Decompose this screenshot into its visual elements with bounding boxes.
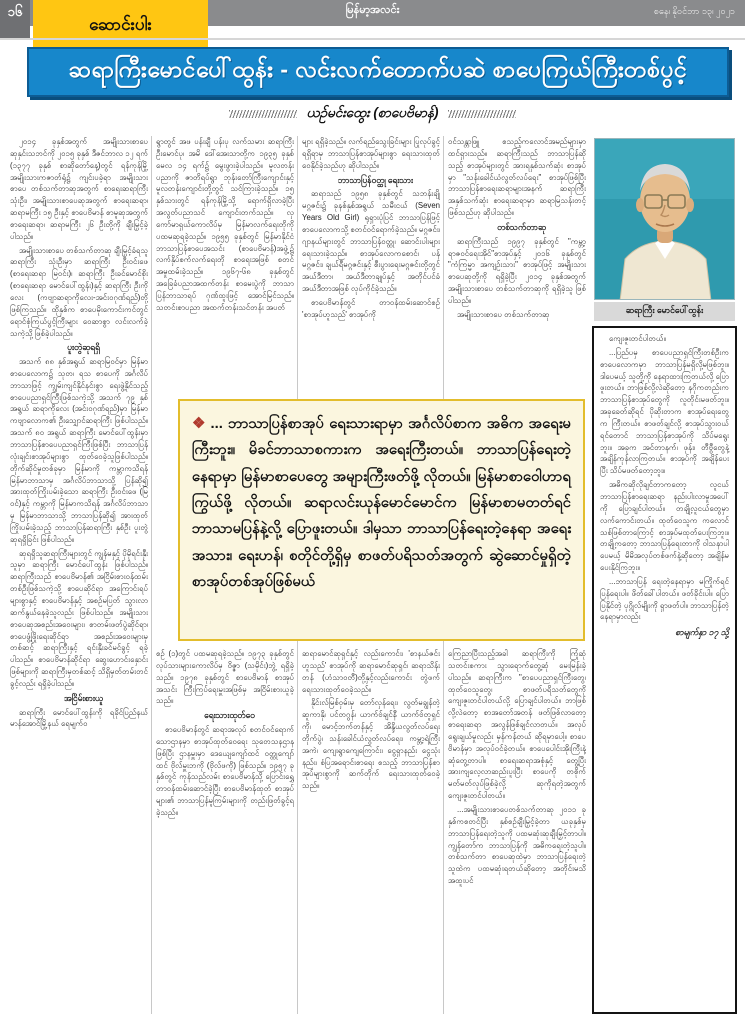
paragraph: နိုင်းလ်မြစ်ဝှမ်းမှ တော်လှန်ရေး၊ လွတ်မချွန်တဲ့ဆူကာနို၊ ပင်တဂွန်၊ ယာက်ဗ်ချင်နီ ယာက်ဗ်တူရှင်ကို၊ မောင့်ဘက်တန်နှင့် အိန္ဒိယလွတ်လပ်ရေးတိုက်ပွဲ၊ သန်းခေါင်ယံလွတ်လပ်ရေး၊ ကမ္ဘာ့ရဲ့ကြီးအကဲ၊ ကျေးရွာကျေကြောင်း၊ ငွေရှာနည်း ငွေသုံးနည်း၊ စံပြအရောင်းစာရေး စသည့် ဘာသာပြန်စာအုပ်များစွာကို ဆက်တိုက် ရေးသားထုတ်ဝေခဲ့သည်။ [302, 698, 440, 791]
paragraph: ...ဘာသာပြန် ရေးတဲ့နေရာမှာ မကြိုက်ရင် ပြန်ရေးပါ။ ဖိတ်ခေါ်ပါတယ်။ ဖတ်ခိုင်းပါ။ ပြောပြနိုင်တဲ့ ပုဂ္ဂိုလ်မျိုးကို ရှာဖတ်ပါ။ ဘာသာပြန်တဲ့ နေရာမှာလည်း [600, 576, 729, 622]
column-divider-1 [151, 136, 152, 1014]
subheading: ဘာသာပြန်ဝတ္ထု ရေးသား [337, 174, 414, 185]
subheading: တစ်သက်တာဆု [497, 221, 546, 232]
paragraph: ...ပြည်ပမှ စာပေပညာရှင်ကြီးတစ်ဦးက စာပေလောကမှာ ဘာသာပြန်မရှိလို့မဖြစ်ဘူး။ ဒါပေမယ့် သူတို့ကို နေရာထားကြတယ်လို့ ပြောဖူးတယ်။ ဘာဖြစ်လို့လဲဆိုတော့ နဂိုကတည်းက ဘာသာပြန်စာအုပ်တွေကို လူတိုင်းမဖတ်ဘူး။ အခုခေတ်ဆိုရင် ပိုဆိုးတာက စာအုပ်ရေးတွေက ကြီးတယ်။ စာဖတ်ချင်လို့ စာအုပ်သွားဝယ်ရင်တောင် ဘာသာပြန်စာအုပ်ကို သိပ်မရွေးဘူး။ အခုက အင်တာနက်၊ ဖုန်း၊ တီဗွီတွေနဲ့ အချိန်ကုန်လာကြတယ်။ စာအုပ်ကို အချိန်ပေးပြီး သိပ်မဖတ်တော့ဘူး။ [600, 347, 729, 476]
date-text: စနေ၊ နိုဝင်ဘာ ၁၃၊ ၂၀၂၁ [653, 6, 735, 16]
paragraph: အမျိုးသားစာပေ တစ်သက်တာဆု ချီးမြှင့်ခံရသူ ဆရာကြီး သုံးဦးမှာ ဆရာကြီး ဦးဝင်းဖေ (စာရေးဆရာ မြဝင်း)၊ ဆရာကြီး ဦးခင်မောင်စိုး (စာရေးဆရာ မောင်ပေါ်ထွန်း)နှင့် ဆရာကြီး ဦးကိုလေး (ကဗျာဆရာကိုလေး-အင်းဝဂုဏ်ရည်)တို့ ဖြစ်ကြသည်။ ထိုနှစ်က စာပေမိုးကောင်းကင်တွင် ရောင်စုံကြယ်ပွင့်ကြီးများ ဝေဆာစွာ လင်းလက်ခဲ့သကဲ့သို့ ဖြစ်ခဲ့ပါသည်။ [10, 245, 148, 338]
paragraph: ဆရာမောင်ဆုရှင်နှင့် လည်းကောင်း၊ 'စာနယ်ဇင်းဟူသည်' စာအုပ်ကို ဆရာမောင်ဆုရှင်၊ ဆရာသိန်းတန် (ဟံသာဝတီ)တို့နှင့်လည်းကောင်း တွဲဖက် ရေးသားထုတ်ဝေခဲ့သည်။ [302, 649, 440, 694]
pull-quote-text: ... ဘာသာပြန်စာအုပ် ရေးသားရာမှာ အင်္ဂလိပ်စာက အဓိက အရေးမကြီးဘူး။ မိခင်ဘာသာစကားက အရေးကြီးတယ်။ ဘာသာပြန်ရေးတဲ့နေရာမှာ မြန်မာစာပေတွေ အများကြီးဖတ်ဖို့ လိုတယ်။ မြန်မာစာဝေါဟာရကြွယ်ဖို့ လိုတယ်။ ဆရာလင်းယုန်မောင်မောင်က မြန်မာစာမတတ်ရင် ဘာသာမပြန်နဲ့လို့ ပြောဖူးတယ်။ ဒါမှသာ ဘာသာပြန်ရေးတဲ့နေရာ အရေးအသား၊ ရေးဟန်၊ စတိုင်တို့ရှိမှ စာဖတ်ပရိသတ်အတွက် ဆွဲဆောင်မှုရှိတဲ့ စာအုပ်တစ်အုပ်ဖြစ်မယ် [192, 416, 572, 590]
paragraph: ၂၀၁၄ ခုနှစ်အတွက် အမျိုးသားစာပေ ဆုနှင်းသဘင်ကို ၂၀၁၅ ခုနှစ် ဒီဇင်ဘာလ ၁၂ ရက် (၁၃၇၇ ခုနှစ် စာဆိုတော်နေ့)တွင် ရန်ကုန်မြို့ အမျိုးသားကဇာတ်ရုံ၌ ကျင်းပခဲ့ရာ အမျိုးသားစာပေ တစ်သက်တာဆုအတွက် စာရေးဆရာကြီး သုံးဦး၊ အမျိုးသားစာပေဆုအတွက် စာရေးဆရာ၊ ဆရာမကြီး ၁၅ ဦးနှင့် စာပေဗိမာန် စာမူဆုအတွက် စာရေးဆရာ၊ ဆရာမကြီး ၂၆ ဦးတို့ကို ချီးမြှင့်ခဲ့ပါသည်။ [10, 137, 148, 241]
headline-banner [27, 47, 729, 97]
byline-author: ယဉ်မင်းထွေး (စာပေဗိမာန်) [306, 105, 439, 120]
paragraph: စာပေဗိမာန်တွင် တာဝန်ထမ်းဆောင်စဉ် 'စာအုပ်ဟူသည်' စာအုပ်ကို [302, 297, 440, 319]
article-column-2-top [156, 136, 294, 394]
subheading: ပူးတွဲဆုရရှိ [67, 342, 100, 353]
page-number: ၁၆ [0, 0, 30, 40]
paragraph: စာပေဗိမာန်တွင် ဆရာအလုပ် စတင်ဝင်ရောက်သောဌာနမှာ စာအုပ်ထုတ်ဝေရေး သုတေသနဌာနဖြစ်ပြီး ဌာနမှူးမှာ ဒေယျေကျော်ထင် ဝတ္ထုကျော်ထင် ဗိုလ်မှူးဘကို (ဗိုလ်ဖကို) ဖြစ်သည်။ ၁၉၅၇ ခုနှစ်တွင် ကုန်သည်လမ်း စာပေဗိမာန်သို့ ပြောင်းရွှေ့တာဝန်ထမ်းဆောင်ခဲ့ပြီး စာပေဗိမာန်ထုတ် စာအုပ်များ၏ ဘာသာပြန်မူကြမ်းများကို တည်းဖြတ်ခွင့်ရခဲ့သည်။ [156, 724, 294, 817]
article-column-4-top [448, 136, 586, 394]
paragraph: ...အမျိုးသားစာပေတစ်သက်တာဆု ၂၀၁၁ ခုနှစ်ကစတင်ပြီး နှစ်စဉ်ချီးမြှင့်ခဲ့တာ ယခုနှစ်မှ ဘာသာပြန်ရေးတဲ့သူကို ပထမဆုံးဆုချီးမြှင့်တာပါ။ ကျွန်တော်က ဘာသာပြန်ကို အဓိကရေးတဲ့သူပါ။ တစ်သက်တာ စာပေဆုထဲမှာ ဘာသာပြန်ရေးတဲ့သူထဲက ပထမဆုံးရတယ်ဆိုတော့ အတိုင်းမသိ အထူးပင် [448, 804, 586, 886]
photo-caption: ဆရာကြီး မောင်ပေါ်ထွန်း [594, 302, 735, 321]
pull-quote-box [178, 399, 585, 641]
article-column-4-bottom [448, 648, 586, 1014]
paragraph: အဓိကဆိုလိုချင်တာကတော့ လူငယ် ဘာသာပြန်စာရေးဆရာ နည်းပါးလာမှုအပေါ်ကို ပြောချင်ပါတယ်။ တချို့လူငယ်တွေမှာ လက်ကောင်းတယ်။ ထုတ်ဝေသူက ကလောင်သစ်ဖြစ်တာကြောင့် စာအုပ်မထုတ်ပေးကြဘူး။ တချို့ကတော့ ဘာသာပြန်ရေးတာကို ဝါသနာပါပေမယ့် မိမိအလုပ်တစ်ဖက်နဲ့ဆိုတော့ အချိန်မပေးနိုင်ကြဘူး။ [600, 480, 729, 573]
paragraph: ရွာတွင် အဖ ပန်းချီ ပန်းပု လက်သမား ဆရာကြီး ဦးမောင်ပု၊ အမိ ဒေါ်အေးသာတို့က ၁၉၃၅ ခုနှစ် မေလ ၁၄ ရက်၌ မွေးဖွားခဲ့ပါသည်။ မူလတန်းပညာကို ဇာတိရပ်ရွာ ဘုန်းတော်ကြီးကျောင်းနှင့် မူလတန်းကျောင်းတို့တွင် သင်ကြားခဲ့သည်။ ၁၅ နှစ်သားတွင် ရန်ကုန်မြို့သို့ ရောက်ရှိလာခဲ့ပြီး အလွတ်ပညာသင် ကျောင်းတက်သည်။ လှကော်မာရှယ်ကောလိပ်မှ မြန်မာလက်ရေးတိုကို ပထမဆုရခဲ့သည်။ ၁၉၅၅ ခုနှစ်တွင် မြန်မာနိုင်ငံ ဘာသာပြန်စာပေအသင်း (စာပေဗိမာန်)အဖွဲ့၌ လက်နှိပ်စက်လက်ရေးတို စာရေးအဖြစ် စတင်အမှုထမ်းခဲ့သည်။ ၁၉၆၇-၆၈ ခုနှစ်တွင် အခြေခံပညာအထက်တန်း စာမေးပွဲကို ဘာသာပြန်ဘာသာရပ် ဂုဏ်ထူးဖြင့် အောင်မြင်သည်။ သတင်းစာပညာ အထက်တန်းသင်တန်း အပတ် [156, 137, 294, 312]
byline-right-ornament [448, 110, 516, 118]
paragraph: ကျေးဇူးတင်ပါတယ်။ [609, 334, 666, 343]
article-column-2-bottom [156, 648, 294, 1014]
article-column-3-bottom [302, 648, 440, 1014]
paragraph: ဆရာသည် ၁၉၅၈ ခုနှစ်တွင် သဘန်းချိုမဂ္ဂဇင်း၌ ခုနစ်နှစ်အရွယ် သမီးငယ် (Seven Years Old Girl) ရုရှားပုံပြင် ဘာသာပြန်ဖြင့် စာပေလောကသို့ စတင်ဝင်ရောက်ခဲ့သည်။ မဂ္ဂဇင်း၊ ဂျာနယ်များတွင် ဘာသာပြန်ဝတ္ထု၊ ဆောင်းပါးများ ရေးသားခဲ့သည်။ စာအုပ်လောကစောင်၊ ပန်မဂ္ဂဇင်း၊ ချယ်ရီမဂ္ဂဇင်းနှင့် စီးပွားရေးမဂ္ဂဇင်းတို့တွင် အယ်ဒီတာ၊ အယ်ဒီတာချုပ်နှင့် အတိုင်ပင်ခံ အယ်ဒီတာအဖြစ် လုပ်ကိုင်ခဲ့သည်။ [302, 189, 440, 294]
paragraph: ဆရာကြီးသည် ၁၉၉၇ ခုနှစ်တွင် "ကမ္ဘာ့ရာဇဝင်ရေးအိုင်"စာအုပ်နှင့် ၂၀၁၆ ခုနှစ်တွင် "ကံကြမ္မာ အကျဉ်းသား" စာအုပ်ဖြင့် အမျိုးသားစာပေဆုတို့ကို ရရှိခဲ့ပြီး ၂၀၁၄ ခုနှစ်အတွက် အမျိုးသားစာပေ တစ်သက်တာဆုကို ရရှိခဲ့သူ ဖြစ်ပါသည်။ [448, 236, 586, 305]
paragraph: အမျိုးသားစာပေ တစ်သက်တာဆု [457, 309, 550, 319]
paragraph: များ ရရှိခဲ့သည်။ လက်ရည်သွေးခြင်းများ ပြုလုပ်ခွင့်ရရှိရာမှ ဘာသာပြန်စာအုပ်များစွာ ရေးသားထုတ်ဝေနိုင်ခဲ့သည်ဟု ဆိုပါသည်။ [302, 137, 440, 170]
article-column-3-top [302, 136, 440, 394]
paragraph: ဆုရရှိသူဆရာကြီးများတွင် ကျွန်မနှင့် ပိုမိုရင်းနှီးသူမှာ ဆရာကြီး မောင်ပေါ်ထွန်း ဖြစ်ပါသည်။ ဆရာကြီးသည် စာပေဗိမာန်၏ အငြိမ်းစားဝန်ထမ်းတစ်ဦးဖြစ်သကဲ့သို့ စာပေဆိုင်ရာ အကြောင်းရပ်များစွာနှင့် စာပေဗိမာန်နှင့် အစဉ်မပြတ် သွားလာဆက်နွယ်နေခဲ့သူလည်း ဖြစ်ပါသည်။ အမျိုးသားစာပေဆုအစည်းအဝေးများ၊ စာတမ်းဖတ်ပွဲဆိုင်ရာ၊ စာပေဖွံ့ဖြိုးရေးဆိုင်ရာ အစည်းအဝေးများမှတစ်ဆင့် ဆရာကြီးနှင့် ရင်းနှီးခင်မင်ခွင့် ရခဲ့ပါသည်။ စာပေဗိမာန်ဆိုင်ရာ ဆွေးဟောင်းနှောင်းဖြစ်များကို ဆရာကြီးမှတစ်ဆင့် သိရှိမှတ်တမ်းတင်ခွင့်လည်း ရရှိခဲ့ပါသည်။ [10, 548, 148, 688]
subheading: အငြိမ်းစားယူ [63, 692, 104, 703]
interview-box [592, 326, 737, 1014]
byline [0, 104, 745, 124]
subheading: ရေးသားထုတ်ဝေ [204, 710, 255, 721]
paragraph: အသက် ၈၈ နှစ်အရွယ် ဆရာမြဝင်မှာ မြန်မာစာပေလောက၌ သုတ၊ ရသ စာပေကို အင်္ဂလိပ်ဘာသာဖြင့် ကျွမ်းကျင်နိုင်နင်းစွာ ရေးဖွဲ့နိုင်သည့် စာပေပညာရှင်ကြီးဖြစ်သကဲ့သို့ အသက် ၇၉ နှစ်အရွယ် ဆရာကိုလေး (အင်းဝဂုဏ်ရည်)မှာ မြန်မာကဗျာလောက၏ ဦးသျှောင်ဆရာကြီး ဖြစ်ပါသည်။ အသက် ၈၀ အရွယ် ဆရာကြီး မောင်ပေါ်ထွန်းမှာ ဘာသာပြန်စာပေပညာရှင်ကြီးဖြစ်ပြီး ဘာသာပြန်လုံးချင်းစာအုပ်များစွာ ထုတ်ဝေခဲ့သူဖြစ်ပါသည်။ တိုက်ဆိုင်မှုတစ်ခုမှာ မြန်မာကို ကမ္ဘာကသိရန် မြန်မာဘာသာမှ အင်္ဂလိပ်ဘာသာသို့ ပြန်ဆို၍ အားထုတ်ကြိုးပမ်းခဲ့သော ဆရာကြီး ဦးဝင်းဖေ (မြဝင်)နှင့် ကမ္ဘာကို မြန်မာကသိရန် အင်္ဂလိပ်ဘာသာမှ မြန်မာဘာသာသို့ ဘာသာပြန်ဆို၍ အားထုတ်ကြိုးပမ်းခဲ့သည့် ဘာသာပြန်ဆရာကြီး နှစ်ဦး ပူးတွဲဆုရရှိခြင်း ဖြစ်ပါသည်။ [10, 357, 148, 544]
paragraph: ကြေညာပြီးသည့်အခါ ဆရာကြီးကို ကြုံဆုံသတင်းစကား သွားရောက်တွေ့ဆုံ မေးမြန်းခဲ့ပါသည်။ ဆရာကြီးက "စာပေပညာရှင်ကြီးတွေ၊ ထုတ်ဝေသူတွေ၊ စာဖတ်ပရိသတ်တွေကို ကျေးဇူးတင်ပါတယ်လို့ ပြောချင်ပါတယ်။ ဘာဖြစ်လို့လဲတော့ စာအတော်အတန် ဖတ်ဖြစ်လာတော့ စာရေးဆရာ အလွန်ဖြစ်ချင်လာတယ်။ အလုပ်ရွေးချယ်မှုလည်း မှန်ကန်တယ် ဆိုရမှာပေါ့။ စာပေဗိမာန်မှာ အလုပ်ဝင်ခဲ့တယ်။ စာပေပေါင်းအိုးကြီးနဲ့ ဆုံတွေ့တာပါ။ စာရေးဆရာအစုံနှင့် တွေ့ပြီး အားကျလေ့လာဆည်းပူးပြီး စာပေကို တစိုက်မတ်မတ်လုပ်ဖြစ်ခဲ့လို့ ဆုကိုရတဲ့အတွက် ကျေးဇူးတင်ပါတယ်။ [448, 649, 586, 801]
newspaper-name: မြန်မာ့အလင်း [345, 4, 400, 16]
portrait-photo-illustration [595, 139, 735, 300]
quote-marker-icon: ❖ [192, 416, 207, 432]
section-label: ဆောင်းပါး [33, 0, 208, 52]
article-column-1 [10, 136, 148, 1014]
headline-text: ဆရာကြီးမောင်ပေါ်ထွန်း - လင်းလက်တောက်ပဆဲ စာပေကြယ်ကြီးတစ်ပွင့် [68, 56, 688, 82]
portrait-photo [594, 138, 735, 300]
header-divider [0, 38, 745, 40]
paragraph: ဝင်သန္တာဖြူ စသည့်ကလောင်အမည်များမှာ ထင်ရှားသည်။ ဆရာကြီးသည် ဘာသာပြန်ဆိုသည့် စာအုပ်များတွင် အားရနှစ်သက်ဆုံး စာအုပ်မှာ "သန်းခေါင်ယံလွတ်လပ်ရေး" စာအုပ်ဖြစ်ပြီး ဘာသာပြန်စာရေးဆရာများအနက် ဆရာကြီး အနှစ်သက်ဆုံး စာရေးဆရာမှာ ဆရာမြသန်းတင့် ဖြစ်သည်ဟု ဆိုပါသည်။ [448, 137, 586, 218]
continued-on-page-note: စာမျက်နှာ ၁၇ သို့ [675, 627, 729, 638]
paragraph: ဆရာကြီး မောင်ပေါ်ထွန်းကို ရခိုင်ပြည်နယ် မာန်အောင်မြို့နယ် ရေမျက်ဝ [10, 707, 148, 729]
paragraph: စဉ် (၁)တွင် ပထမဆုရခဲ့သည်။ ၁၉၇၃ ခုနှစ်တွင် လုပ်သားများကောလိပ်မှ ဝိဇ္ဇာ (သမိုင်း)ဘွဲ့ ရရှိခဲ့သည်။ ၁၉၇၈ ခုနှစ်တွင် စာပေဗိမာန် စာအုပ်အသင်း ကြီးကြပ်ရေးမှူးအဖြစ်မှ အငြိမ်းစားယူခဲ့သည်။ [156, 649, 294, 706]
byline-left-ornament [229, 110, 297, 118]
